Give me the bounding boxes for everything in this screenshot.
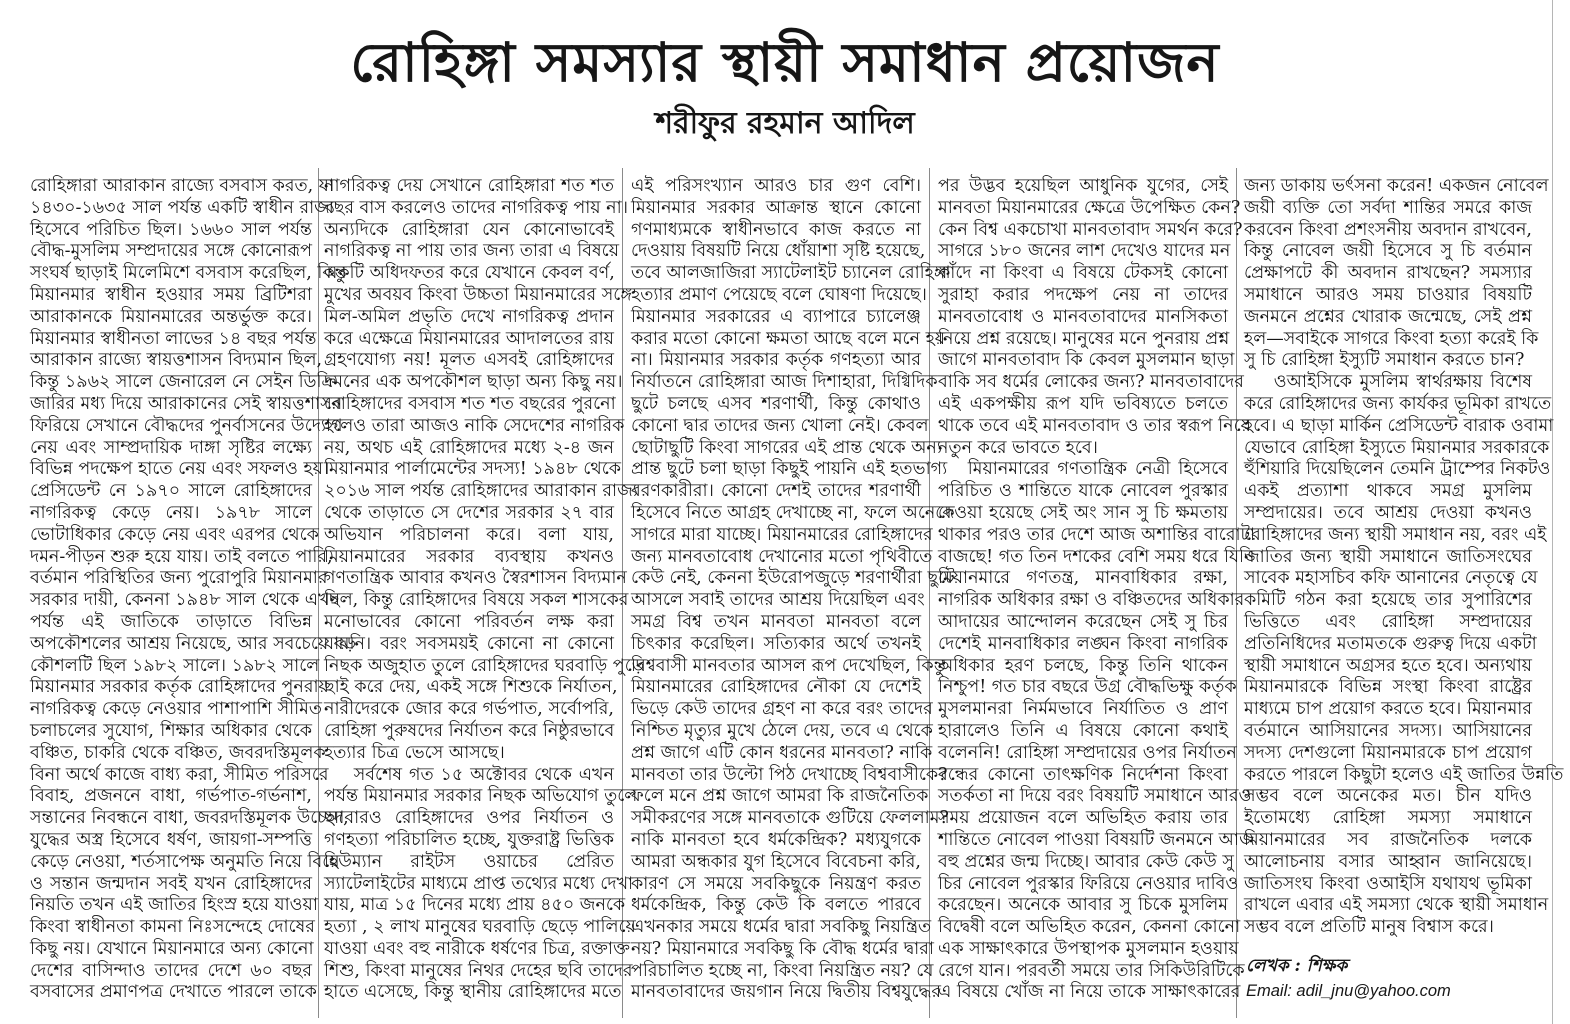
text-line: যায়নি। বরং সবসময়ই কোনো না কোনো [324,633,614,654]
text-line: কিছু নয়। যেখানে মিয়ানমারে অন্য কোনো [30,938,314,959]
text-line: প্রান্ত ছুটে চলা ছাড়া কিছুই পায়নি এই হতভাগ্য [631,459,948,480]
text-line: বসবাসের প্রমাণপত্র দেখাতে পারলে তাকে [30,982,317,1003]
text-line: করতে পারলে কিছুটা হলেও এই জাতির উন্নতি [1244,764,1564,785]
text-line: স্যাটেলাইটের মাধ্যমে প্রাপ্ত তথ্যের মধ্যে দেখা [324,873,634,894]
text-line: সাবেক মহাসচিব কফি আনানের নেতৃত্বে যে [1244,568,1538,589]
text-line: পর্যন্ত এই জাতিকে তাড়াতে বিভিন্ন [30,611,312,632]
text-line: আবারও রোহিঙ্গাদের ওপর নির্যাতন ও [324,808,614,829]
text-line: হাতে এসেছে, কিন্তু স্থানীয় রোহিঙ্গাদের মতে [324,982,622,1003]
text-line: মিয়ানমার স্বাধীনতা লাভের ১৪ বছর পর্যন্ত [30,328,317,349]
text-line: সাগরে মারা যাচ্ছে। মিয়ানমারের রোহিঙ্গাদের [631,524,933,545]
text-line: মুসলমানরা নির্মমভাবে নির্যাতিত ও প্রাণ [938,699,1228,720]
text-line: সম্ভব বলে প্রতিটি মানুষ বিশ্বাস করে। [1244,917,1494,938]
text-line: পর্যন্ত মিয়ানমার সরকার নিছক অভিযোগ তুলে [324,786,638,807]
text-line: মিয়ানমারে গণতন্ত্র, মানবাধিকার রক্ষা, [938,568,1228,589]
text-line: যেভাবে রোহিঙ্গা ইস্যুতে মিয়ানমার সরকারকে [1244,437,1550,458]
paragraph [1244,176,1549,372]
text-line: সমীকরণের সঙ্গে মানবতাকে গুটিয়ে ফেললাম? [631,808,949,829]
text-line: নিশ্চুপ! গত চার বছরে উগ্র বৌদ্ধভিক্ষু কর্তৃক [938,677,1237,698]
text-line: সুরাহা করার পদক্ষেপ নেয় না তাদের [938,284,1228,305]
text-line: ফিরিয়ে সেখানে বৌদ্ধদের পুনর্বাসনের উদ্যোগ [30,415,343,436]
text-line: ওআইসিকে মুসলিম স্বার্থরক্ষায় বিশেষ [1273,372,1532,393]
text-line: রেগে যান। পরবর্তী সময়ে তার সিকিউরিটিকে [938,960,1245,981]
text-line: চিৎকার করেছিল। সত্যিকার অর্থে তখনই [631,633,921,654]
text-line: বাজছে! গত তিন দশকের বেশি সময় ধরে যিনি [938,546,1255,567]
text-line: আদায়ের আন্দোলন করেছেন সেই সু চির [938,611,1228,632]
text-line: অন্যদিকে রোহিঙ্গারা যেন কোনোভাবেই [324,219,614,240]
text-line: যুদ্ধের অস্ত্র হিসেবে ধর্ষণ, জায়গা-সম্পত্তি [30,829,312,850]
text-line: স্থায়ী সমাধানে অগ্রসর হতে হবে। অন্যথায় [1244,655,1532,676]
text-line: কাঁদে না কিংবা এ বিষয়ে টেকসই কোনো [938,263,1228,284]
text-line: হারালেও তিনি এ বিষয়ে কোনো কথাই [938,720,1228,741]
text-line: মিয়ানমারের রোহিঙ্গাদের নৌকা যে দেশেই [631,677,921,698]
text-line: থাকার পরও তার দেশে আজ অশান্তির বারোটা [938,524,1256,545]
text-line: বর্তমান পরিস্থিতির জন্য পুরোপুরি মিয়ানমার [30,568,328,589]
text-line: কিন্তু ১৯৬২ সালে জেনারেল নে সেইন ডিক্রি [30,372,337,393]
text-line: হল—সবাইকে সাগরে কিংবা হত্যা করেই কি [1244,328,1539,349]
text-line: কমিটি গঠন করা হয়েছে তার সুপারিশের [1244,590,1532,611]
text-line: সদস্য দেশগুলো মিয়ানমারকে চাপ প্রয়োগ [1244,742,1532,763]
text-line: গণমাধ্যমকে স্বাধীনভাবে কাজ করতে না [631,219,921,240]
text-line: ইতোমধ্যে রোহিঙ্গা সমস্যা সমাধানে [1244,808,1532,829]
text-line: মিয়ানমার সরকার আক্রান্ত স্থানে কোনো [631,197,921,218]
headline: রোহিঙ্গা সমস্যার স্থায়ী সমাধান প্রয়োজন [350,30,1220,94]
paragraph [1244,372,1564,939]
text-line: বিভিন্ন পদক্ষেপ হাতে নেয় এবং সফলও হয়। [30,459,330,480]
text-line: নারীদেরকে জোর করে গর্ভপাত, সর্বোপরি, [324,699,614,720]
text-line: বরণকারীরা। কোনো দেশই তাদের শরণার্থী [631,481,921,502]
article-body [0,176,1570,1016]
text-line: মিয়ানমারকে বিভিন্ন সংস্থা কিংবা রাষ্ট্রের [1244,677,1532,698]
paragraph [938,176,1251,459]
text-line: শান্তিতে নোবেল পাওয়া বিষয়টি জনমনে আজ [938,829,1255,850]
text-line: মানবতাবাদের জয়গান নিয়ে দ্বিতীয় বিশ্বযুদ্ধের [631,982,942,1003]
text-line: ছুটে চলছে এসব শরণার্থী, কিন্তু কোথাও [631,393,921,414]
text-line: জাতির জন্য স্থায়ী সমাধানে জাতিসংঘের [1244,546,1532,567]
text-line: চির নোবেল পুরস্কার ফিরিয়ে নেওয়ার দাবিও [938,873,1239,894]
text-line: হবে। এ ছাড়া মার্কিন প্রেসিডেন্ট বারাক ওবামা [1244,415,1554,436]
text-line: মিয়ানমার পার্লামেন্টের সদস্য! ১৯৪৮ থেকে [324,459,622,480]
text-line: ভিত্তিতে এবং রোহিঙ্গা সম্প্রদায়ের [1244,611,1532,632]
text-line: বন্ধের কোনো তাৎক্ষণিক নির্দেশনা কিংবা [938,764,1228,785]
text-line: সংঘর্ষ ছাড়াই মিলেমিশে বসবাস করেছিল, কিন্তু [30,263,347,284]
text-line: ছিল, কিন্তু রোহিঙ্গাদের বিষয়ে সকল শাসকের [324,590,629,611]
text-line: নেয় এবং সাম্প্রদায়িক দাঙ্গা সৃষ্টির লক্ষ্যে [30,437,312,458]
text-line: বিদ্বেষী বলে অভিহিত করেন, কেননা কোনো [938,917,1241,938]
text-line: অধিকার হরণ চলছে, কিন্তু তিনি থাকেন [938,655,1228,676]
text-line: দমন-পীড়ন শুরু হয়ে যায়। তাই বলতে পারি, [30,546,333,567]
text-line: কোনো দ্বার তাদের জন্য খোলা নেই। কেবল [631,415,929,436]
paragraph [631,176,955,1004]
text-line: করে রোহিঙ্গাদের জন্য কার্যকর ভূমিকা রাখতে [1244,393,1552,414]
text-line: একই প্রত্যাশা থাকবে সমগ্র মুসলিম [1244,481,1532,502]
article-column [324,176,645,1016]
text-line: হিসেবে পরিচিত ছিল। ১৬৬০ সাল পর্যন্ত [30,219,312,240]
text-line: রোহিঙ্গা পুরুষদের নির্যাতন করে নিষ্ঠুরভাবে [324,720,615,741]
paragraph [324,176,645,765]
text-line: মানবতাবোধ ও মানবতাবাদের মানসিকতা [938,306,1228,327]
text-line: অপকৌশলের আশ্রয় নিয়েছে, আর সবচেয়ে বড় [30,633,357,654]
text-line: বর্তমানে আসিয়ানের সদস্য। আসিয়ানের [1244,720,1532,741]
text-line: হিউম্যান রাইটস ওয়াচের প্রেরিত [324,851,614,872]
text-line: বলেননি! রোহিঙ্গা সম্প্রদায়ের ওপর নির্যাতন [938,742,1237,763]
text-line: জয়ী ব্যক্তি তো সর্বদা শান্তির সমরে কাজ [1244,197,1532,218]
text-line: হুঁশিয়ারি দিয়েছিলেন তেমনি ট্রাম্পের নিকটও [1244,459,1551,480]
text-line: আরাকানকে মিয়ানমারের অন্তর্ভুক্ত করে। [30,306,312,327]
text-line: জন্য ডাকায় ভর্ৎসনা করেন! একজন নোবেল [1244,176,1549,196]
text-line: কারণ সে সময়ে সবকিছুকে নিয়ন্ত্রণ করত [631,873,921,894]
text-line: আরাকান রাজ্যে স্বায়ত্তশাসন বিদ্যমান ছিল, [30,350,323,371]
text-line: নিয়তি তখন এই জাতির হিংস্র হয়ে যাওয়া [30,895,318,916]
text-line: নাগরিকত্ব দেয় সেখানে রোহিঙ্গারা শত শত [324,176,614,196]
text-line: একটি অধিদফতর করে যেখানে কেবল বর্ণ, [324,263,615,284]
text-line: কিংবা স্বাধীনতা কামনা নিঃসন্দেহে দোষের [30,917,315,938]
text-line: জনমনে প্রশ্নের খোরাক জন্মেছে, সেই প্রশ্ন [1244,306,1532,327]
text-line: সমাধানে আরও সময় চাওয়ার বিষয়টি [1244,284,1532,305]
text-line: মিয়ানমার স্বাধীন হওয়ার সময় ব্রিটিশরা [30,284,312,305]
text-line: না। মিয়ানমার সরকার কর্তৃক গণহত্যা আর [631,350,921,371]
text-line: দেশেই মানবাধিকার লঙ্ঘন কিংবা নাগরিক [938,633,1228,654]
text-line: শিশু, কিংবা মানুষের নিথর দেহের ছবি তাদের [324,960,633,981]
text-line: প্রতিনিধিদের মতামতকে গুরুত্ব দিয়ে একটা [1244,633,1537,654]
text-line: আসলে সবাই তাদের আশ্রয় দিয়েছিল এবং [631,590,925,611]
text-line: জাতিসংঘ কিংবা ওআইসি যথাযথ ভূমিকা [1244,873,1532,894]
text-line: ধর্মকেন্দ্রিক, কিন্তু কেউ কি বলতে পারবে [631,895,921,916]
text-line: করবেন কিংবা প্রশংসনীয় অবদান রাখবেন, [1244,219,1532,240]
text-line: বিনা অর্থে কাজে বাধ্য করা, সীমিত পরিসরে [30,764,329,785]
text-line: সাগরে ১৮০ জনের লাশ দেখেও যাদের মন [938,241,1231,262]
text-line: কেউ নেই, কেননা ইউরোপজুড়ে শরণার্থীরা ছুটে [631,568,955,589]
text-line: ছাই করে দেয়, একই সঙ্গে শিশুকে নির্যাতন, [324,677,618,698]
text-line: ভিড়ে কেউ তাদের গ্রহণ না করে বরং তাদের [631,699,933,720]
text-line: বিশ্ববাসী মানবতার আসল রূপ দেখেছিল, কিন্তু [631,655,946,676]
article-column [30,176,357,1016]
text-line: বৌদ্ধ-মুসলিম সম্প্রদায়ের সঙ্গে কোনোরূপ [30,241,312,262]
text-line: সন্তানের নিবন্ধনে বাধা, জবরদস্তিমূলক উচ্ছেদ, [30,808,349,829]
text-line: প্রেক্ষাপটে কী অবদান রাখছেন? সমস্যার [1244,263,1532,284]
author-byline: শরীফুর রহমান আদিল [655,106,915,141]
text-line: জাগে মানবতাবাদ কি কেবল মুসলমান ছাড়া [938,350,1235,371]
text-line: সর্বশেষ গত ১৫ অক্টোবর থেকে এখন [353,764,614,785]
text-line: মানবতা মিয়ানমারের ক্ষেত্রে উপেক্ষিত কেন? [938,197,1241,218]
text-line: কেন বিশ্ব একচোখা মানবতাবাদ সমর্থন করে? [938,219,1243,240]
text-line: নতুন করে ভাবতে হবে। [938,437,1098,458]
text-line: প্রশ্ন জাগে এটি কোন ধরনের মানবতা? নাকি [631,742,933,763]
text-line: চলাচলের সুযোগ, শিক্ষার অধিকার থেকে [30,720,312,741]
text-line: নাগরিক অধিকার রক্ষা ও বঞ্চিতদের অধিকার [938,590,1245,611]
text-line: রাখলে এবার এই সমস্যা থেকে স্থায়ী সমাধান [1244,895,1549,916]
text-line: মিয়ানমারের সব রাজনৈতিক দলকে [1244,829,1532,850]
text-line: থাকে তবে এই মানবতাবাদ ও তার স্বরূপ নিয়ে [938,415,1251,436]
text-line: নাগরিকত্ব কেড়ে নেওয়ার পাশাপাশি সীমিত [30,699,322,720]
text-line: সু চি রোহিঙ্গা ইস্যুটি সমাধান করতে চান? [1244,350,1525,371]
text-line: করেছেন। অনেকে আবার সু চিকে মুসলিম [938,895,1228,916]
text-line: সময় প্রয়োজন বলে অভিহিত করায় তার [938,808,1228,829]
text-line: থেকে তাড়াতে সে দেশের সরকার ২৭ বার [324,502,614,523]
text-line: সম্ভব বলে অনেকের মত। চীন যদিও [1244,786,1532,807]
text-line: নিয়ে প্রশ্ন রয়েছে। মানুষের মনে পুনরায় প্রশ্ন [938,328,1230,349]
text-line: এখনকার সময়ে ধর্মের দ্বারা সবকিছু নিয়ন্ত্রিত [631,917,932,938]
paragraph [324,764,638,1005]
text-line: মিয়ানমারের সরকার ব্যবস্থায় কখনও [324,546,614,567]
text-line: মিয়ানমার সরকারের এ ব্যাপারে চ্যালেঞ্জ [631,306,921,327]
text-line: এক সাক্ষাৎকারে উপস্থাপক মুসলমান হওয়ায় [938,938,1239,959]
text-line: পর উদ্ভব হয়েছিল আধুনিক যুগের, সেই [938,176,1228,196]
text-line: এই পরিসংখ্যান আরও চার গুণ বেশি। [631,176,921,196]
text-line: নাগরিকত্ব না পায় তার জন্য তারা এ বিষয়ে [324,241,619,262]
text-line: ভোটাধিকার কেড়ে নেয় এবং এরপর থেকে [30,524,319,545]
text-line: হলেও তারা আজও নাকি সেদেশের নাগরিক [324,415,625,436]
text-line: গ্রহণযোগ্য নয়! মূলত এসবই রোহিঙ্গাদের [324,350,614,371]
article-column [938,176,1256,1016]
text-line: আমরা অন্ধকার যুগ হিসেবে বিবেচনা করি, [631,851,921,872]
text-line: কিন্তু নোবেল জয়ী হিসেবে সু চি বর্তমান [1244,241,1532,262]
text-line: জন্য মানবতাবোধ দেখানোর মতো পৃথিবীতে [631,546,933,567]
text-line: করার মতো কোনো ক্ষমতা আছে বলে মনে হয় [631,328,946,349]
writer-email: Email: adil_jnu@yahoo.com [1246,982,1451,1000]
text-line: রোহিঙ্গাদের জন্য স্থায়ী সমাধান নয়, বরং এই [1244,524,1547,545]
text-line: মনোভাবের কোনো পরিবর্তন লক্ষ করা [324,611,614,632]
text-line: আলোচনায় বসার আহ্বান জানিয়েছে। [1244,851,1532,872]
text-line: জারির মধ্য দিয়ে আরাকানের সেই স্বায়ত্তশাসন [30,393,343,414]
text-line: গণতান্ত্রিক আবার কখনও স্বৈরশাসন বিদ্যমান [324,568,627,589]
text-line: যাওয়া এবং বহু নারীকে ধর্ষণের চিত্র, রক্তাক্ত [324,938,630,959]
text-line: করে এক্ষেত্রে মিয়ানমারের আদালতের রায় [324,328,614,349]
text-line: বিবাহ, প্রজননে বাধা, গর্ভপাত-গর্ভনাশ, [30,786,312,807]
text-line: দেশের বাসিন্দাও তাদের দেশে ৬০ বছর [30,960,312,981]
text-line: নয়, অথচ এই রোহিঙ্গাদের মধ্যে ২-৪ জন [324,437,614,458]
text-line: নাকি মানবতা হবে ধর্মকেন্দ্রিক? মধ্যযুগকে [631,829,921,850]
text-line: গণহত্যা পরিচালিত হচ্ছে, যুক্তরাষ্ট্র ভিত্তিক [324,829,614,850]
text-line: মানবতা তার উল্টো পিঠ দেখাচ্ছে বিশ্ববাসীকে? [631,764,948,785]
paragraph [30,176,357,1004]
text-line: বাকি সব ধর্মের লোকের জন্য? মানবতাবাদের [938,372,1244,393]
text-line: ছোটাছুটি কিংবা সাগরের এই প্রান্ত থেকে অন্য [631,437,942,458]
text-line: তবে আলজাজিরা স্যাটেলাইট চ্যানেল রোহিঙ্গা [631,263,951,284]
text-line: ২০১৬ সাল পর্যন্ত রোহিঙ্গাদের আরাকান রাজ্য [324,481,638,502]
text-line: মিয়ানমার সরকার কর্তৃক রোহিঙ্গাদের পুনরায় [30,677,329,698]
text-line: নয়? মিয়ানমারে সবকিছু কি বৌদ্ধ ধর্মের দ্বারা [631,938,934,959]
text-line: সম্প্রদায়ের। তবে আশ্রয় দেওয়া কখনও [1244,502,1532,523]
text-line: নির্যাতনে রোহিঙ্গারা আজ দিশাহারা, দিগ্বিদিক [631,372,938,393]
text-line: ফলে মনে প্রশ্ন জাগে আমরা কি রাজনৈতিক [631,786,929,807]
text-line: রোহিঙ্গাদের বসবাস শত শত বছরের পুরনো [324,393,616,414]
text-line: সরকার দায়ী, কেননা ১৯৪৮ সাল থেকে এখন [30,590,341,611]
text-line: রোহিঙ্গারা আরাকান রাজ্যে বসবাস করত, যা [30,176,334,196]
text-line: পরিচালিত হচ্ছে না, কিংবা নিয়ন্ত্রিত নয়? যে [631,960,934,981]
text-line: ও সন্তান জন্মদান সবই যখন রোহিঙ্গাদের [30,873,312,894]
text-line: হিসেবে নিতে আগ্রহ দেখাচ্ছে না, ফলে অনেকে [631,502,955,523]
text-line: প্রেসিডেন্ট নে ১৯৭০ সালে রোহিঙ্গাদের [30,481,312,502]
text-line: নাগরিকত্ব কেড়ে নেয়। ১৯৭৮ সালে [30,502,312,523]
article-column [631,176,955,1016]
text-line: হত্যা , ২ লাখ মানুষের ঘরবাড়ি ছেড়ে পালিয়ে [324,917,636,938]
text-line: ১৪৩০-১৬৩৫ সাল পর্যন্ত একটি স্বাধীন রাজ্য [30,197,335,218]
text-line: দেওয়ায় বিষয়টি নিয়ে ধোঁয়াশা সৃষ্টি হয়েছে, [631,241,926,262]
text-line: মিয়ানমারের গণতান্ত্রিক নেত্রী হিসেবে [967,459,1228,480]
text-line: কৌশলটি ছিল ১৯৮২ সালে। ১৯৮২ সালে [30,655,320,676]
text-line: মিল-অমিল প্রভৃতি দেখে নাগরিকত্ব প্রদান [324,306,614,327]
writer-designation: লেখক : শিক্ষক [1246,956,1348,976]
text-line: বছর বাস করলেও তাদের নাগরিকত্ব পায় না। [324,197,628,218]
text-line: বঞ্চিত, চাকরি থেকে বঞ্চিত, জবরদস্তিমূলক [30,742,326,763]
text-line: পরিচিত ও শান্তিতে যাকে নোবেল পুরস্কার [938,481,1228,502]
paragraph [938,459,1256,1004]
text-line: কেড়ে নেওয়া, শর্তসাপেক্ষ অনুমতি নিয়ে বিয়ে [30,851,340,872]
text-line: এই একপক্ষীয় রূপ যদি ভবিষ্যতে চলতে [938,393,1228,414]
text-line: দেওয়া হয়েছে সেই অং সান সু চি ক্ষমতায় [938,502,1228,523]
text-line: সমগ্র বিশ্ব তখন মানবতা মানবতা বলে [631,611,921,632]
text-line: হত্যার প্রমাণ পেয়েছে বলে ঘোষণা দিয়েছে। [631,284,927,305]
text-line: হত্যার চিত্র ভেসে আসছে। [324,742,505,763]
text-line: নিছক অজুহাত তুলে রোহিঙ্গাদের ঘরবাড়ি পুড়ে [324,655,645,676]
text-line: মুখের অবয়ব কিংবা উচ্চতা মিয়ানমারের সঙ্গে [324,284,632,305]
article-column [1244,176,1564,1016]
text-line: অভিযান পরিচালনা করে। বলা যায়, [324,524,614,545]
text-line: সতর্কতা না দিয়ে বরং বিষয়টি সমাধানে আরও [938,786,1252,807]
text-line: দমনের এক অপকৌশল ছাড়া অন্য কিছু নয়। [324,372,623,393]
text-line: বহু প্রশ্নের জন্ম দিচ্ছে। আবার কেউ কেউ সু [938,851,1234,872]
text-line: যায়, মাত্র ১৫ দিনের মধ্যে প্রায় ৪৫০ জনকে [324,895,626,916]
text-line: নিশ্চিত মৃত্যুর মুখে ঠেলে দেয়, তবে এ থেকে [631,720,933,741]
text-line: এ বিষয়ে খোঁজ না নিয়ে তাকে সাক্ষাৎকারের [938,982,1241,1003]
text-line: মাধ্যমে চাপ প্রয়োগ করতে হবে। মিয়ানমার [1244,699,1532,720]
